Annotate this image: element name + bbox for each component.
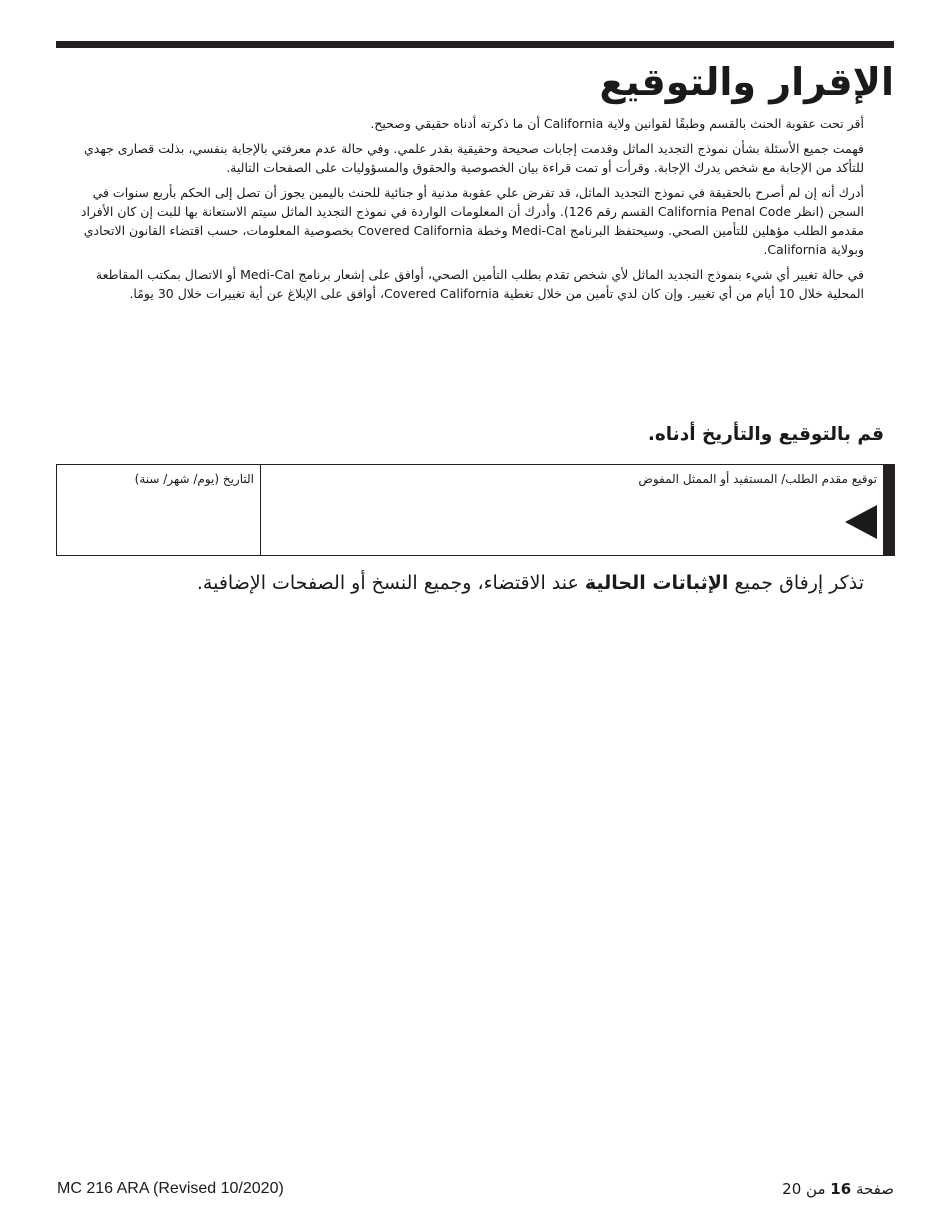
reminder-text xyxy=(197,568,864,598)
signature-field[interactable] xyxy=(262,465,883,555)
signature-box xyxy=(56,464,895,556)
page-title: الإقرار والتوقيع xyxy=(599,60,894,104)
declaration-paragraph: فهمت جميع الأسئلة بشأن نموذج التجديد الماثل وقدمت إجابات صحيحة وحقيقية بقدر علمي. وفي حالة عدم معرفتي بالإجابة بنفسي، بذلت قصارى جهدي للتأكد من الإجابة مع شخص يدرك الإجابة. وقرأت أو تمت قراءة بيان الخصوصية والحقوق والمسؤوليات على الصفحات التالية. xyxy=(84,141,864,175)
signature-label: توقيع مقدم الطلب/ المستفيد أو الممثل المفوض xyxy=(638,472,877,486)
top-rule xyxy=(56,41,894,48)
page-of: من xyxy=(806,1180,826,1198)
reminder-emphasis: الإثباتات الحالية xyxy=(584,572,729,594)
reminder-text-end: عند الاقتضاء، وجميع النسخ أو الصفحات الإضافية. xyxy=(196,572,585,594)
declaration-paragraph: أقر تحت عقوبة الحنث بالقسم وطبقًا لقوانين ولاية California أن ما ذكرته أدناه حقيقي وصحيح. xyxy=(370,116,864,131)
declaration-paragraph: في حالة تغيير أي شيء بنموذج التجديد الماثل لأي شخص تقدم بطلب التأمين الصحي، أوافق على إشعار برنامج Medi-Cal أو الاتصال بمكتب المقاطعة المحلية خلال 10 أيام من أي تغيير. وإن كان لدي تأمين من خلال تغطية Covered California، أوافق على الإبلاغ عن أية تغييرات خلال 30 يومًا. xyxy=(95,267,864,301)
page-number xyxy=(782,1178,894,1200)
sign-here-arrow-icon xyxy=(845,505,877,539)
total-pages: 20 xyxy=(782,1180,802,1198)
current-page: 16 xyxy=(830,1180,852,1198)
declaration-paragraph: أدرك أنه إن لم أصرح بالحقيقة في نموذج التجديد الماثل، قد تفرض علي عقوبة مدنية أو جنائية للحنث باليمين يجوز أن تصل إلى الحكم بأربع سنوات في السجن (انظر California Penal Code القسم رقم 126). وأدرك أن المعلومات الواردة في نموذج التجديد الماثل سيتم الاستعانة بها للبت إن كان الأفراد مقدمو الطلب مؤهلين للتأمين الصحي. وسيحتفظ البرنامج Medi-Cal وخطة Covered California بخصوصية المعلومات، حسب اقتضاء القانون الاتحادي وبولاية California. xyxy=(80,185,864,257)
reminder-text-start: تذكر إرفاق جميع xyxy=(728,572,864,594)
date-label: التاريخ (يوم/ شهر/ سنة) xyxy=(134,472,254,486)
sign-heading: قم بالتوقيع والتأريخ أدناه. xyxy=(647,424,884,445)
form-id: MC 216 ARA (Revised 10/2020) xyxy=(57,1180,284,1197)
page-word: صفحة xyxy=(855,1180,894,1198)
date-field[interactable] xyxy=(57,465,261,555)
declaration-text xyxy=(62,114,864,309)
